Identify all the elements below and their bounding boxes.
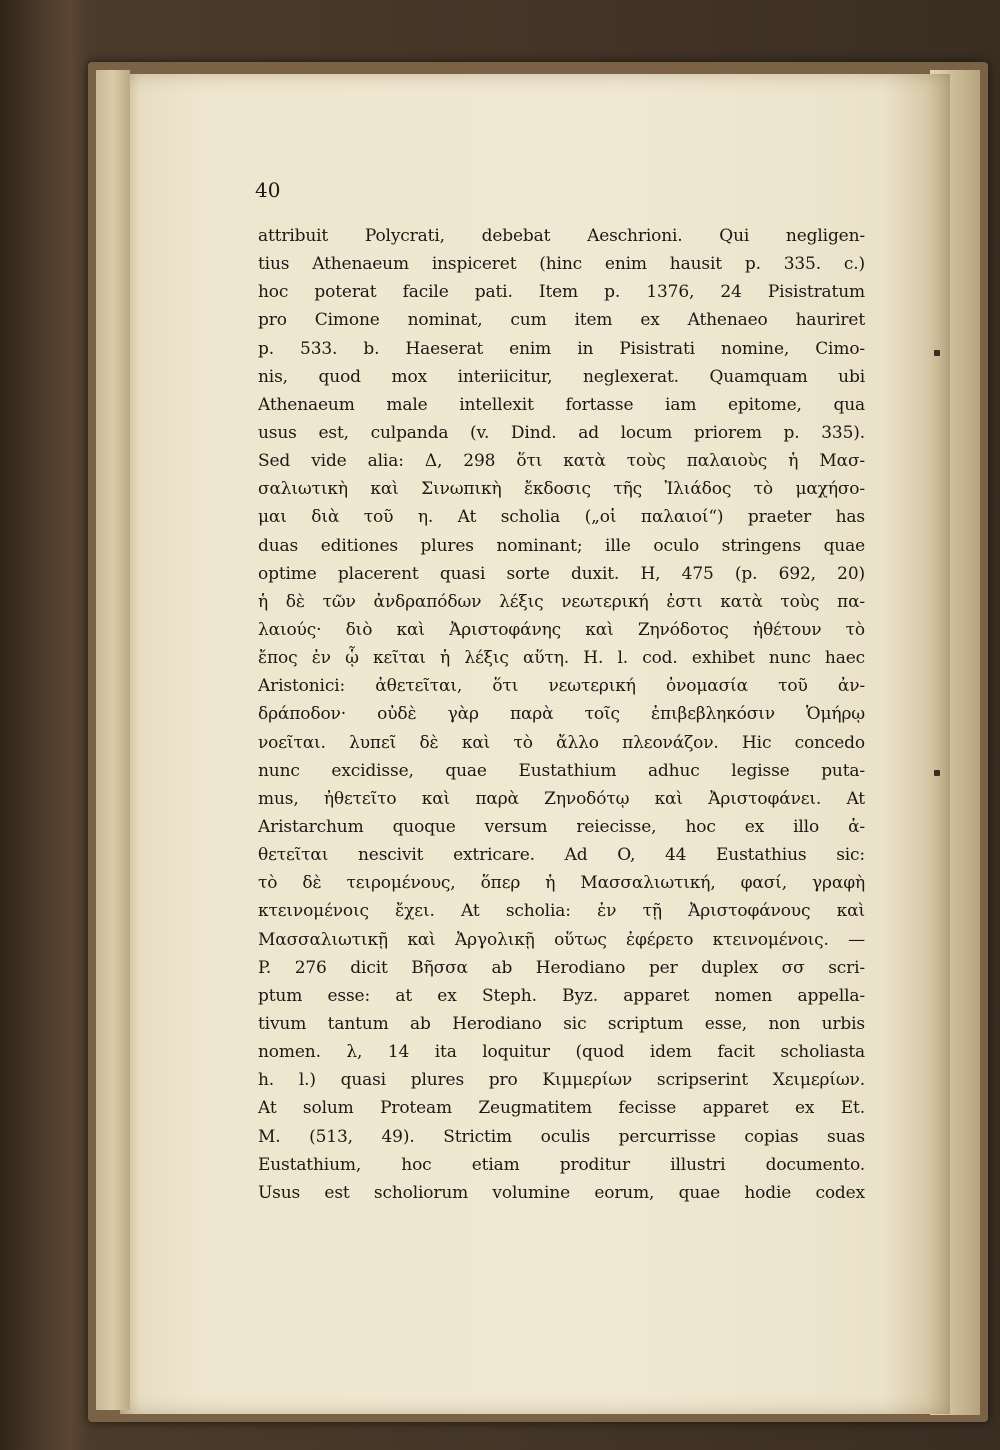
text-line: ἡ δὲ τῶν ἀνδραπόδων λέξις νεωτερική ἐστι κατὰ τοὺς πα- xyxy=(258,591,865,612)
text-line: θετεῖται nescivit extricare. Ad O, 44 Eustathius sic: xyxy=(258,845,865,866)
text-line: λαιούς· διὸ καὶ Ἀριστοφάνης καὶ Ζηνόδοτος ἠθέτουν τὸ xyxy=(258,619,865,640)
text-line: ἔπος ἐν ᾧ κεῖται ἡ λέξις αὕτη. H. l. cod. exhibet nunc haec xyxy=(258,648,865,669)
text-line: tivum tantum ab Herodiano sic scriptum esse, non urbis xyxy=(258,1013,865,1034)
margin-mark xyxy=(934,770,940,776)
margin-mark xyxy=(934,350,940,356)
text-line: P. 276 dicit Βῆσσα ab Herodiano per duplex σσ scri- xyxy=(258,957,865,978)
text-line: hoc poterat facile pati. Item p. 1376, 24 Pisistratum xyxy=(258,282,865,303)
text-line: Athenaeum male intellexit fortasse iam epitome, qua xyxy=(258,394,865,415)
text-line: κτεινομένοις ἔχει. At scholia: ἐν τῇ Ἀριστοφάνους καὶ xyxy=(258,901,865,922)
text-line: optime placerent quasi sorte duxit. H, 475 (p. 692, 20) xyxy=(258,563,865,584)
text-line: nis, quod mox interiicitur, neglexerat. Quamquam ubi xyxy=(258,366,865,387)
text-line: nomen. λ, 14 ita loquitur (quod idem facit scholiasta xyxy=(258,1042,865,1063)
text-line: Aristarchum quoque versum reiecisse, hoc ex illo ἀ- xyxy=(258,816,865,837)
text-line: duas editiones plures nominant; ille oculo stringens quae xyxy=(258,535,865,556)
text-line: σαλιωτικὴ καὶ Σινωπικὴ ἔκδοσις τῆς Ἰλιάδος τὸ μαχήσο- xyxy=(258,479,865,500)
text-line: tius Athenaeum inspiceret (hinc enim hausit p. 335. c.) xyxy=(258,254,865,275)
text-line: Aristonici: ἀθετεῖται, ὅτι νεωτερική ὀνομασία τοῦ ἀν- xyxy=(258,676,865,697)
text-line: attribuit Polycrati, debebat Aeschrioni. Qui negligen- xyxy=(258,226,865,246)
text-line: usus est, culpanda (v. Dind. ad locum priorem p. 335). xyxy=(258,422,865,443)
text-line: Eustathium, hoc etiam proditur illustri documento. xyxy=(258,1154,865,1175)
book-spine-gutter xyxy=(96,70,130,1410)
text-line: pro Cimone nominat, cum item ex Athenaeo hauriret xyxy=(258,310,865,331)
text-line: Sed vide alia: Δ, 298 ὅτι κατὰ τοὺς παλαιοὺς ἡ Μασ- xyxy=(258,451,865,472)
text-line: M. (513, 49). Strictim oculis percurrisse copias suas xyxy=(258,1126,865,1147)
text-line: nunc excidisse, quae Eustathium adhuc legisse puta- xyxy=(258,760,865,781)
text-line: μαι διὰ τοῦ η. At scholia („οἱ παλαιοί“) praeter has xyxy=(258,507,865,528)
text-line: At solum Proteam Zeugmatitem fecisse apparet ex Et. xyxy=(258,1098,865,1119)
page-number: 40 xyxy=(255,178,281,202)
text-line: νοεῖται. λυπεῖ δὲ καὶ τὸ ἄλλο πλεονάζον. Hic concedo xyxy=(258,732,865,753)
text-line: h. l.) quasi plures pro Κιμμερίων scripserint Χειμερίων. xyxy=(258,1070,865,1091)
text-line: ptum esse: at ex Steph. Byz. apparet nomen appella- xyxy=(258,985,865,1006)
text-line: p. 533. b. Haeserat enim in Pisistrati nomine, Cimo- xyxy=(258,338,865,359)
text-line: Μασσαλιωτικῇ καὶ Ἀργολικῇ οὕτως ἐφέρετο κτεινομένοις. — xyxy=(258,929,865,950)
text-line: Usus est scholiorum volumine eorum, quae hodie codex xyxy=(258,1182,865,1203)
text-line: mus, ἠθετεῖτο καὶ παρὰ Ζηνοδότῳ καὶ Ἀριστοφάνει. At xyxy=(258,788,865,809)
text-line: τὸ δὲ τειρομένους, ὅπερ ἡ Μασσαλιωτική, φασί, γραφὴ xyxy=(258,873,865,894)
text-line: δράποδον· οὐδὲ γὰρ παρὰ τοῖς ἐπιβεβληκόσιν Ὁμήρῳ xyxy=(258,704,865,725)
body-text xyxy=(258,222,865,1207)
